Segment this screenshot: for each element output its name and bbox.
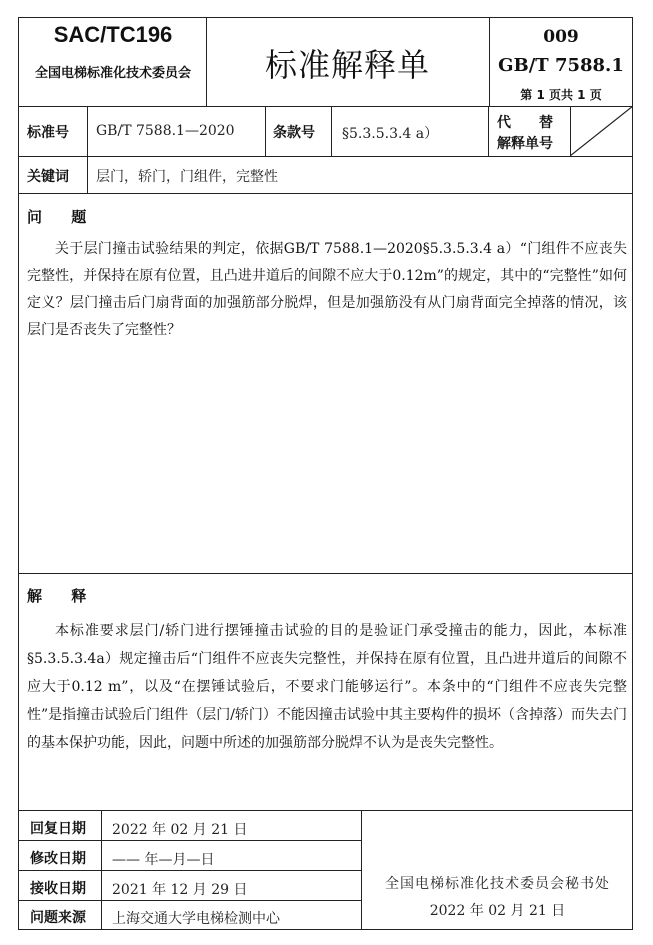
replace-label-line1: 代 替 (497, 115, 553, 131)
doc-standard: GB/T 7588.1 (498, 55, 624, 76)
keywords-label: 关键词 (27, 169, 69, 185)
signature-org: 全国电梯标准化技术委员会秘书处 (385, 876, 610, 892)
standard-number-label: 标准号 (27, 125, 69, 141)
form-frame (18, 17, 633, 930)
divider-footer-2 (18, 870, 361, 871)
clause-number-value: §5.3.5.3.4 a） (342, 126, 439, 142)
receive-date-label: 接收日期 (30, 881, 86, 897)
reply-date-label: 回复日期 (30, 821, 86, 837)
divider-keywords (18, 193, 633, 194)
divider-question (18, 573, 633, 574)
divider-footer-3 (18, 900, 361, 901)
reply-date-value: 2022 年 02 月 21 日 (112, 822, 248, 838)
org-code: SAC/TC196 (53, 22, 173, 47)
clause-number-label: 条款号 (273, 125, 315, 141)
standard-number-value: GB/T 7588.1—2020 (96, 123, 235, 139)
answer-text: 本标准要求层门/轿门进行摆锤撞击试验的目的是验证门承受撞击的能力，因此，本标准§5.3.5.3.4a）规定撞击后“门组件不应丧失完整性，并保持在原有位置，且凸进井道后的间隙不应大于0.12 m”，以及“在摆锤试验后，不要求门能够运行”。本条中的“门组件不应丧失完整性”是指撞击试验后门组件（层门/轿门）不能因撞击试验中其主要构件的损坏（含掉落）而失去门的基本保护功能，因此，问题中所述的加强筋部分脱焊不认为是丧失完整性。 (27, 623, 627, 751)
keywords-value: 层门，轿门，门组件，完整性 (96, 169, 278, 185)
answer-title: 解 释 (27, 587, 99, 605)
divider-std-label (87, 106, 88, 193)
receive-date-value: 2021 年 12 月 29 日 (112, 882, 248, 898)
replace-number-empty-cell-diagonal (570, 106, 633, 156)
revise-date-label: 修改日期 (30, 851, 86, 867)
signature-date: 2022 年 02 月 21 日 (429, 903, 566, 919)
divider-footer-1 (18, 840, 361, 841)
doc-number: 009 (543, 27, 579, 47)
divider-clause-label (331, 106, 332, 156)
question-text: 关于层门撞击试验结果的判定，依据GB/T 7588.1—2020§5.3.5.3.4 a）“门组件不应丧失完整性，并保持在原有位置，且凸进井道后的间隙不应大于0.12m”的规定，其中的“完整性”如何定义？层门撞击后门扇背面的加强筋部分脱焊，但是加强筋没有从门扇背面完全掉落的情况，该层门是否丧失了完整性？ (27, 241, 627, 338)
divider-header (18, 106, 633, 107)
page-title: 标准解释单 (264, 46, 430, 84)
revise-date-value: —— 年—月—日 (112, 852, 215, 868)
replace-label-line2: 解释单号 (497, 136, 553, 152)
question-title: 问 题 (27, 208, 99, 226)
question-source-value: 上海交通大学电梯检测中心 (112, 911, 280, 927)
question-source-label: 问题来源 (30, 910, 86, 926)
divider-footer-label (101, 810, 102, 930)
org-name: 全国电梯标准化技术委员会 (34, 66, 191, 81)
divider-answer (18, 810, 633, 811)
divider-std-value (265, 106, 266, 156)
divider-clause-value (488, 106, 489, 156)
divider-info (18, 156, 633, 157)
doc-page-count: 第 1 页共 1 页 (520, 88, 602, 102)
